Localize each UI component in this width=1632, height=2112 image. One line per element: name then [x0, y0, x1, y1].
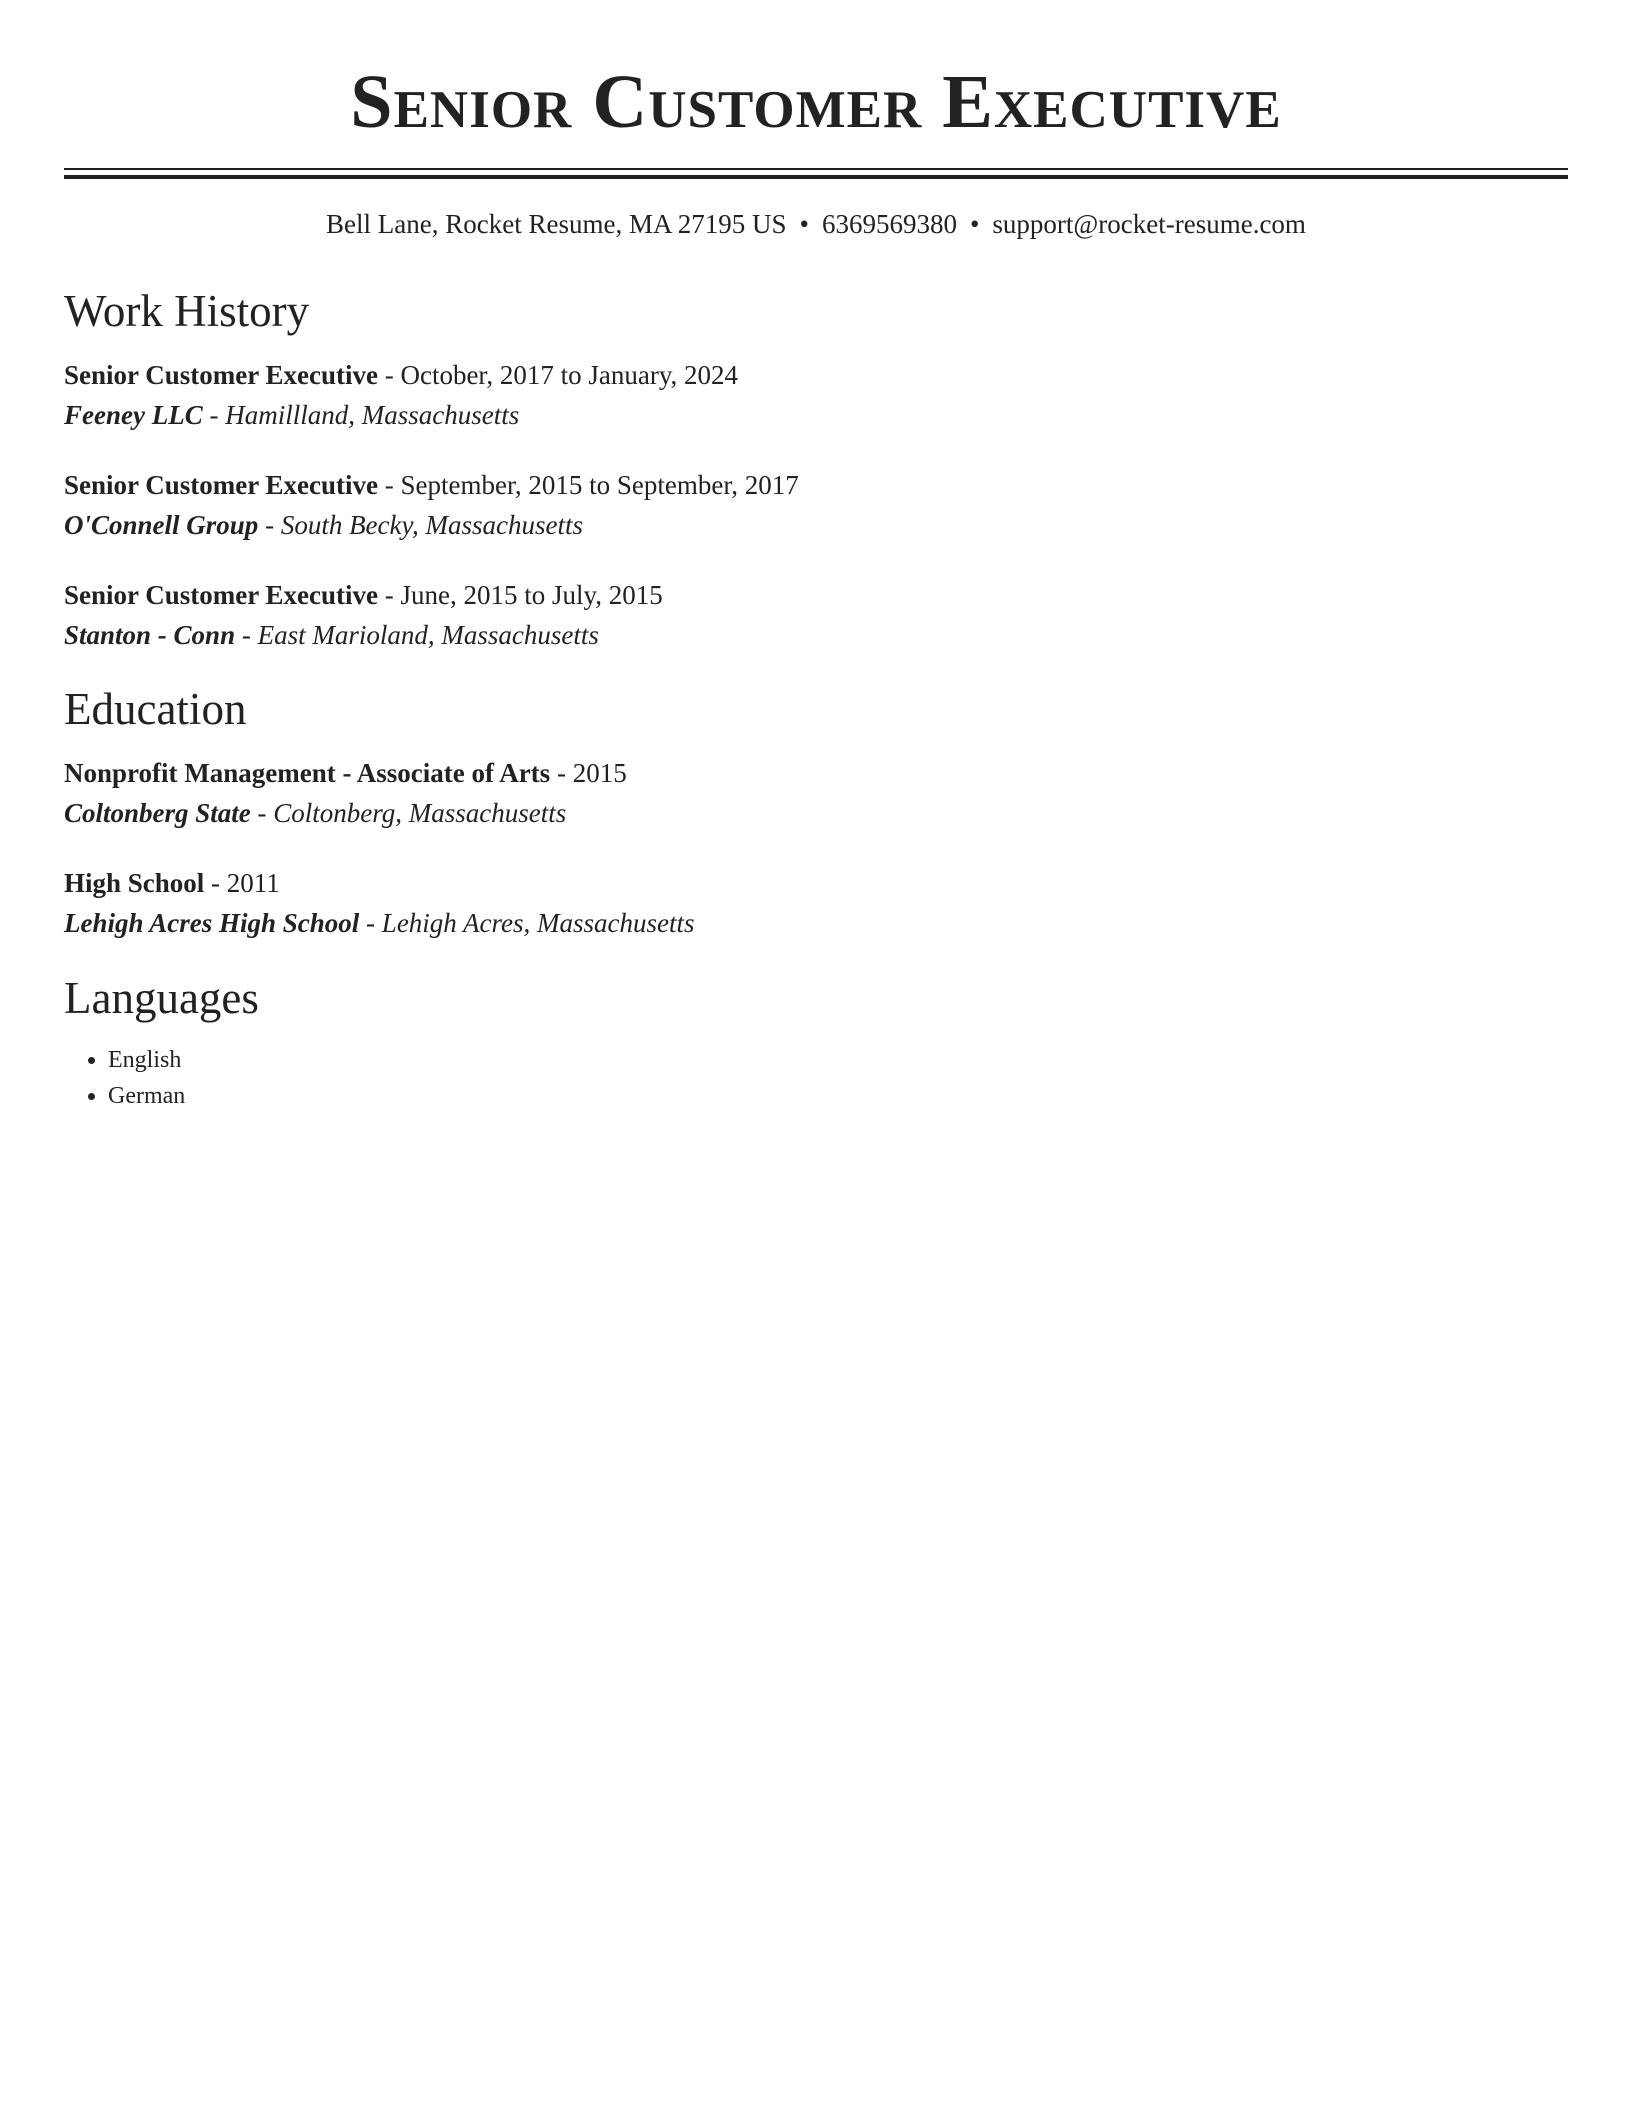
contact-line: [64, 207, 1568, 241]
work-dates: October, 2017 to January, 2024: [400, 360, 739, 390]
dash: -: [204, 868, 227, 898]
languages-list: [64, 1042, 1568, 1114]
dash: -: [359, 908, 382, 938]
education-school: Lehigh Acres High School: [64, 908, 360, 938]
education-degree-line: [64, 753, 1568, 793]
education-degree: High School: [64, 868, 205, 898]
education-entry: [64, 863, 1568, 943]
work-location: East Marioland, Massachusetts: [257, 620, 599, 650]
work-location: Hamillland, Massachusetts: [225, 400, 520, 430]
work-entry-title-line: [64, 355, 1568, 395]
work-company: Stanton - Conn: [64, 620, 236, 650]
contact-phone: 6369569380: [821, 209, 957, 239]
work-entry: [64, 575, 1568, 655]
dash: -: [258, 510, 281, 540]
dash: -: [377, 580, 401, 610]
languages-heading: Languages: [64, 973, 259, 1023]
work-entry-company-line: [64, 395, 1568, 435]
work-company: O'Connell Group: [64, 510, 259, 540]
education-year: 2011: [226, 868, 280, 898]
education-year: 2015: [572, 758, 627, 788]
contact-address: Bell Lane, Rocket Resume, MA 27195 US: [326, 209, 787, 239]
work-entry-company-line: [64, 615, 1568, 655]
dash: -: [550, 758, 573, 788]
education-entry: [64, 753, 1568, 833]
work-role: Senior Customer Executive: [64, 580, 378, 610]
dash: -: [250, 798, 274, 828]
resume-title: Senior Customer Executive: [350, 60, 1282, 144]
work-dates: September, 2015 to September, 2017: [400, 470, 799, 500]
education-school-line: [64, 793, 1568, 833]
language-item: • German: [108, 1078, 1568, 1114]
work-entry-title-line: [64, 465, 1568, 505]
education-location: Lehigh Acres, Massachusetts: [381, 908, 695, 938]
work-location: South Becky, Massachusetts: [280, 510, 583, 540]
work-role: Senior Customer Executive: [64, 360, 378, 390]
work-entry-company-line: [64, 505, 1568, 545]
education-school: Coltonberg State: [64, 798, 251, 828]
work-dates: June, 2015 to July, 2015: [400, 580, 663, 610]
dash: -: [235, 620, 258, 650]
education-degree-line: [64, 863, 1568, 903]
education-heading: Education: [64, 684, 247, 734]
work-entry: [64, 465, 1568, 545]
work-entry: [64, 355, 1568, 435]
work-role: Senior Customer Executive: [64, 470, 378, 500]
contact-email: support@rocket-resume.com: [992, 209, 1306, 239]
education-degree: Nonprofit Management - Associate of Arts: [64, 758, 551, 788]
language-item: • English: [108, 1042, 1568, 1078]
education-school-line: [64, 903, 1568, 943]
contact-separator: •: [799, 209, 809, 239]
work-company: Feeney LLC: [64, 400, 203, 430]
dash: -: [377, 470, 401, 500]
education-location: Coltonberg, Massachusetts: [273, 798, 567, 828]
work-entry-title-line: [64, 575, 1568, 615]
dash: -: [377, 360, 401, 390]
title-divider: [64, 168, 1568, 179]
work-history-heading: Work History: [64, 286, 310, 336]
contact-separator: •: [969, 209, 980, 239]
dash: -: [202, 400, 226, 430]
